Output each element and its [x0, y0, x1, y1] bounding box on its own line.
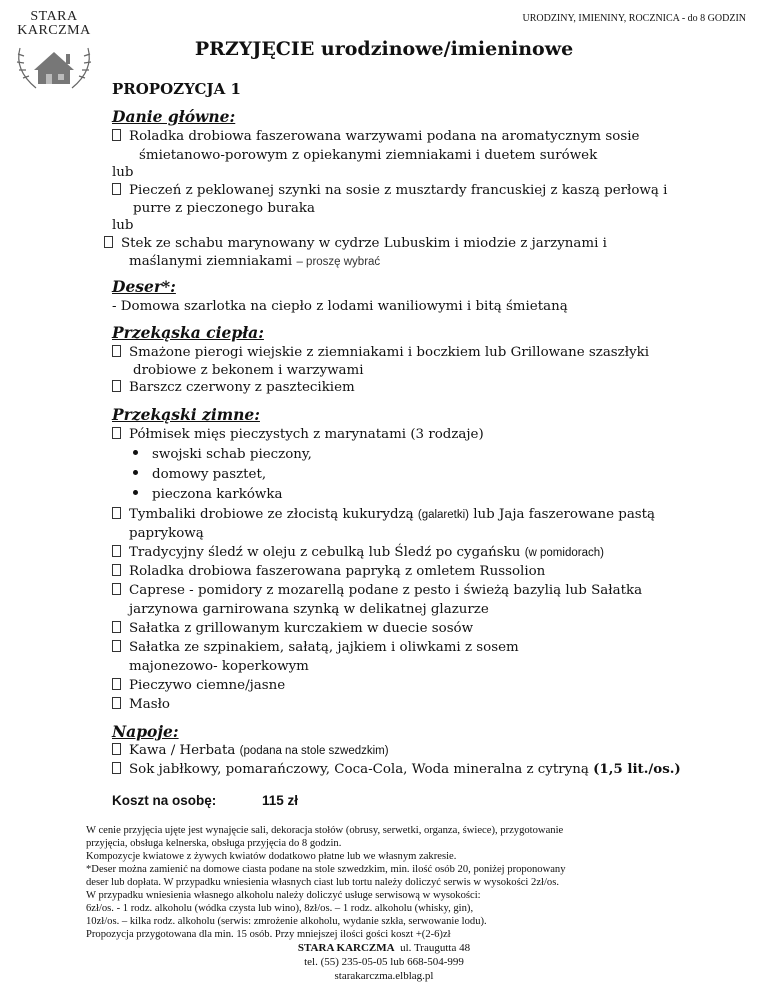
checkbox-icon: [112, 345, 121, 357]
checkbox-icon: [112, 678, 121, 690]
address-line: [0, 942, 768, 954]
or-label: lub: [112, 218, 134, 233]
list-item: Kawa / Herbata (podana na stole szwedzkim): [112, 741, 389, 761]
footer-note: *Deser można zamienić na domowe ciasta podane na stole szwedzkim, min. ilość osób 20, poniżej proponowany: [86, 864, 566, 875]
checkbox-icon: [112, 583, 121, 595]
list-item: - Domowa szarlotka na ciepło z lodami waniliowymi i bitą śmietaną: [112, 299, 568, 314]
list-item: Stek ze schabu marynowany w cydrze Lubuskim i miodzie z jarzynami i: [104, 234, 607, 253]
checkbox-icon: [104, 236, 113, 248]
list-item: Tradycyjny śledź w oleju z cebulką lub Śledź po cygańsku (w pomidorach): [112, 543, 604, 563]
footer-note: 6zł/os. - 1 rodz. alkoholu (wódka czysta lub wino), 8zł/os. – 1 rodz. alkoholu (whisky, gin),: [86, 903, 474, 914]
website-link[interactable]: starakarczma.elblag.pl: [334, 970, 434, 982]
phone: tel. (55) 235-05-05 lub 668-504-999: [304, 956, 464, 968]
footer-note: W przypadku wniesienia własnego alkoholu należy doliczyć usługe serwisową w wysokości:: [86, 890, 481, 901]
footer-note: przyjęcia, obsługa kelnerska, obsługa przyjęcia do 8 godzin.: [86, 838, 342, 849]
proposal-label: PROPOZYCJA 1: [112, 80, 241, 98]
list-item-cont: jarzynowa garnirowana szynką w delikatnej glazurze: [129, 602, 489, 617]
section-main-course: Danie główne:: [112, 107, 236, 126]
section-hot-appetizer: Przekąska ciepła:: [112, 323, 264, 342]
footer-note: Kompozycje kwiatowe z żywych kwiatów dodatkowo płatne lub we własnym zakresie.: [86, 851, 457, 862]
checkbox-icon: [112, 621, 121, 633]
list-item: Pieczeń z peklowanej szynki na sosie z musztardy francuskiej z kaszą perłową i: [112, 181, 667, 200]
footer-note: W cenie przyjęcia ujęte jest wynajęcie sali, dekoracja stołów (obrusy, serwetki, organza, świece), przygotowanie: [86, 825, 564, 836]
bullet-item: pieczona karkówka: [133, 485, 283, 504]
section-dessert: Deser*:: [112, 277, 176, 296]
bullet-item: swojski schab pieczony,: [133, 445, 312, 464]
list-item-cont: paprykową: [129, 526, 204, 541]
list-item: Sok jabłkowy, pomarańczowy, Coca-Cola, Woda mineralna z cytryną (1,5 lit./os.): [112, 760, 681, 779]
cost-value: 115 zł: [262, 793, 299, 808]
checkbox-icon: [112, 129, 121, 141]
list-item: Masło: [112, 695, 170, 714]
checkbox-icon: [112, 564, 121, 576]
list-item-cont: drobiowe z bekonem i warzywami: [133, 363, 364, 378]
cost-label: Koszt na osobę:: [112, 793, 217, 808]
checkbox-icon: [112, 743, 121, 755]
bullet-icon: [133, 450, 138, 455]
checkbox-icon: [112, 545, 121, 557]
footer-note: Propozycja przygotowana dla min. 15 osób. Przy mniejszej ilości gości koszt +(2-6)zł: [86, 929, 451, 940]
list-item: Półmisek mięs pieczystych z marynatami (3 rodzaje): [112, 425, 484, 444]
list-item: Roladka drobiowa faszerowana warzywami podana na aromatycznym sosie: [112, 127, 639, 146]
checkbox-icon: [112, 183, 121, 195]
section-cold-appetizers: Przekąski zimne:: [112, 405, 260, 424]
list-item-cont: śmietanowo-porowym z opiekanymi ziemniakami i duetem surówek: [139, 148, 598, 163]
checkbox-icon: [112, 640, 121, 652]
or-label: lub: [112, 165, 134, 180]
list-item: Sałatka ze szpinakiem, sałatą, jajkiem i oliwkami z sosem: [112, 638, 519, 657]
list-item: Pieczywo ciemne/jasne: [112, 676, 285, 695]
list-item-cont: majonezowo- koperkowym: [129, 659, 309, 674]
logo-line-1: STARA: [30, 9, 78, 24]
list-item: Barszcz czerwony z pasztecikiem: [112, 378, 355, 397]
list-item-cont: maślanymi ziemniakami – proszę wybrać: [129, 254, 381, 269]
street: ul. Traugutta 48: [400, 942, 471, 954]
checkbox-icon: [112, 507, 121, 519]
footer-note: 10zł/os. – kilka rodz. alkoholu (serwis: zmrożenie alkoholu, wydanie szkła, serwowanie lodu).: [86, 916, 487, 927]
bullet-item: domowy pasztet,: [133, 465, 266, 484]
restaurant-name: STARA KARCZMA: [297, 942, 395, 954]
list-item: Caprese - pomidory z mozarellą podane z pesto i świeżą bazylią lub Sałatka: [112, 581, 642, 600]
page-title: PRZYJĘCIE urodzinowe/imieninowe: [194, 38, 574, 60]
list-item-cont: purre z pieczonego buraka: [133, 201, 316, 216]
list-item: Roladka drobiowa faszerowana papryką z omletem Russolion: [112, 562, 545, 581]
header-event-type: URODZINY, IMIENINY, ROCZNICA - do 8 GODZIN: [522, 13, 746, 24]
bullet-icon: [133, 490, 138, 495]
logo-line-2: KARCZMA: [17, 23, 91, 38]
section-drinks: Napoje:: [112, 722, 179, 741]
list-item: Sałatka z grillowanym kurczakiem w duecie sosów: [112, 619, 473, 638]
footer-note: deser lub dopłata. W przypadku wniesienia własnych ciast lub tortu należy doliczyć serwis w wysokości 2zł/os.: [86, 877, 559, 888]
checkbox-icon: [112, 762, 121, 774]
checkbox-icon: [112, 427, 121, 439]
checkbox-icon: [112, 697, 121, 709]
list-item: Smażone pierogi wiejskie z ziemniakami i boczkiem lub Grillowane szaszłyki: [112, 343, 649, 362]
checkbox-icon: [112, 380, 121, 392]
bullet-icon: [133, 470, 138, 475]
list-item: Tymbaliki drobiowe ze złocistą kukurydzą (galaretki) lub Jaja faszerowane pastą: [112, 505, 655, 525]
